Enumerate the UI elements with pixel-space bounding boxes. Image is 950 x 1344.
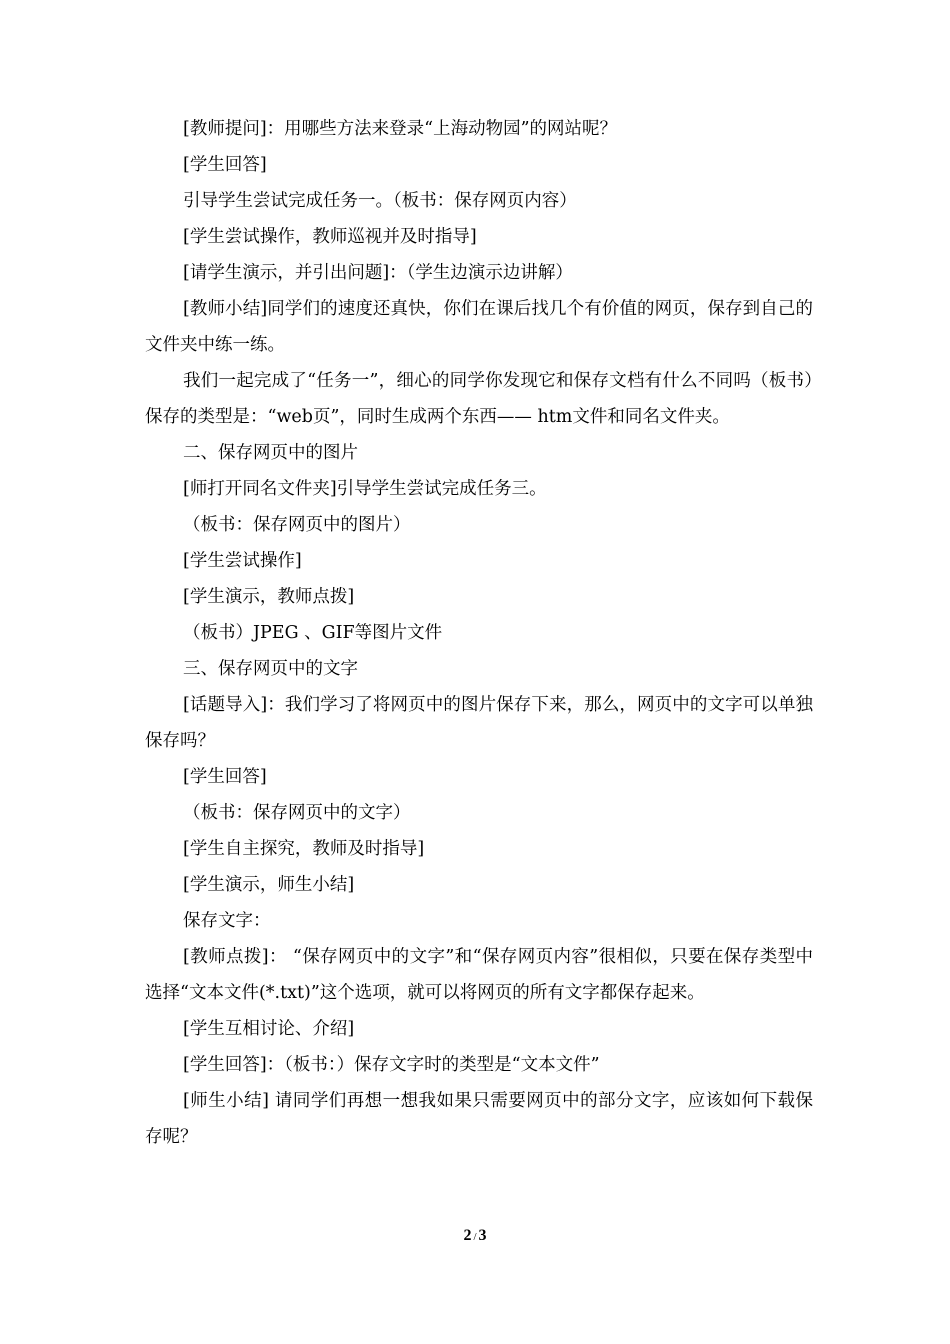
paragraph: [学生演示，师生小结]	[183, 875, 355, 895]
paragraph: 保存文字：	[183, 911, 271, 931]
paragraph: （板书：保存网页中的图片）	[183, 515, 411, 535]
paragraph: [学生回答]	[183, 767, 267, 787]
paragraph: [师打开同名文件夹]引导学生尝试完成任务三。	[183, 479, 547, 499]
paragraph: [学生互相讨论、介绍]	[183, 1019, 355, 1039]
paragraph: （板书）JPEG 、GIF等图片文件	[183, 623, 443, 643]
paragraph: [学生回答]：（板书：）保存文字时的类型是“文本文件”	[183, 1055, 600, 1075]
section-heading: 二、保存网页中的图片	[183, 443, 358, 463]
paragraph: [学生回答]	[183, 155, 267, 175]
document-body	[145, 111, 813, 1155]
paragraph: [教师小结]同学们的速度还真快，你们在课后找几个有价值的网页，保存到自己的文件夹中练一练。	[145, 299, 813, 355]
paragraph: [学生尝试操作，教师巡视并及时指导]	[183, 227, 477, 247]
current-page: 2	[463, 1227, 472, 1244]
section-heading: 三、保存网页中的文字	[183, 659, 358, 679]
paragraph: [请学生演示，并引出问题]：（学生边演示边讲解）	[183, 263, 573, 283]
paragraph: [学生尝试操作]	[183, 551, 302, 571]
paragraph: [学生演示，教师点拨]	[183, 587, 355, 607]
page-number	[0, 1226, 950, 1247]
page-separator: /	[473, 1231, 477, 1243]
paragraph: [话题导入]：我们学习了将网页中的图片保存下来，那么，网页中的文字可以单独保存吗？	[145, 695, 813, 751]
total-pages: 3	[478, 1227, 487, 1244]
paragraph: [教师提问]：用哪些方法来登录“上海动物园”的网站呢？	[183, 119, 618, 139]
paragraph: （板书：保存网页中的文字）	[183, 803, 411, 823]
paragraph: [教师点拨]： “保存网页中的文字”和“保存网页内容”很相似，只要在保存类型中选择“文本文件(*.txt)”这个选项，就可以将网页的所有文字都保存起来。	[145, 947, 813, 1003]
paragraph: 引导学生尝试完成任务一。（板书：保存网页内容）	[183, 191, 577, 211]
paragraph: [师生小结] 请同学们再想一想我如果只需要网页中的部分文字，应该如何下载保存呢？	[145, 1091, 813, 1147]
paragraph: 我们一起完成了“任务一”，细心的同学你发现它和保存文档有什么不同吗（板书）保存的类型是：“web页”，同时生成两个东西—— htm文件和同名文件夹。	[145, 371, 813, 427]
paragraph: [学生自主探究，教师及时指导]	[183, 839, 425, 859]
